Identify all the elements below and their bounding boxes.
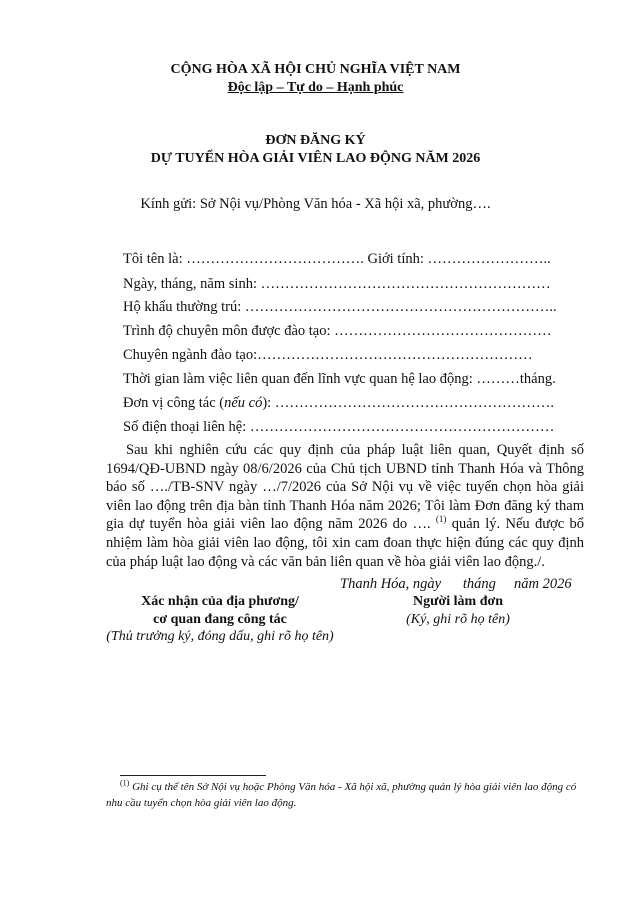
body-text-end: quản lý. Nếu được bổ nhiệm làm hòa giải viên lao động, tôi xin cam đoan thực hiện đúng các quy định của pháp luật lao động và các văn bản liên quan về hòa giải viên lao động./. <box>106 516 584 570</box>
date-line: Thanh Hóa, ngày tháng năm 2026 <box>340 576 572 592</box>
workplace-label: Đơn vị công tác ( <box>123 395 225 411</box>
footnote <box>106 780 584 811</box>
applicant-block <box>372 593 544 628</box>
confirmation-title-line1: Xác nhận của địa phương/ <box>141 594 299 609</box>
footnote-divider <box>120 775 266 776</box>
field-residence: Hộ khẩu thường trú: ……………………………………………………….. <box>123 299 557 315</box>
workplace-dots: ): …………………………………………………. <box>262 395 554 411</box>
applicant-title: Người làm đơn <box>412 594 504 609</box>
confirmation-note: (Thủ trưởng ký, đóng dấu, ghi rõ họ tên) <box>106 629 334 644</box>
form-subtitle: DỰ TUYỂN HÒA GIẢI VIÊN LAO ĐỘNG NĂM 2026 <box>150 151 481 166</box>
field-phone: Số điện thoại liên hệ: ……………………………………………………… <box>123 419 555 435</box>
body-text-main: Sau khi nghiên cứu các quy định của pháp luật liên quan, Quyết định số 1694/QĐ-UBND ngày 08/6/2026 của Chủ tịch UBND tỉnh Thanh Hóa và Thông báo số …./TB-SNV ngày …/7/2026 của Sở Nội vụ về việc tuyển chọn hòa giải viên lao động trên địa bàn tỉnh Thanh Hóa năm 2026; Tôi làm Đơn đăng ký tham gia dự tuyển hòa giải viên lao động năm 2026 do …. <box>106 442 584 533</box>
confirmation-block <box>76 593 364 646</box>
national-motto: Độc lập – Tự do – Hạnh phúc <box>227 80 404 95</box>
body-paragraph <box>106 441 584 571</box>
footnote-reference: (1) <box>435 514 447 525</box>
country-heading: CỘNG HÒA XÃ HỘI CHỦ NGHĨA VIỆT NAM <box>170 62 461 77</box>
field-name: Tôi tên là: ………………………………. Giới tính: …………………….. <box>123 251 551 267</box>
field-experience: Thời gian làm việc liên quan đến lĩnh vực quan hệ lao động: ………tháng. <box>123 371 556 387</box>
field-date-of-birth: Ngày, tháng, năm sinh: …………………………………………………… <box>123 276 551 292</box>
workplace-optional-note: nếu có <box>224 395 263 411</box>
field-major: Chuyên ngành đào tạo:………………………………………………… <box>123 347 533 363</box>
footnote-marker: (1) <box>120 778 130 788</box>
field-workplace <box>123 394 554 412</box>
applicant-note: (Ký, ghi rõ họ tên) <box>406 611 510 627</box>
confirmation-title-line2: cơ quan đang công tác <box>153 611 287 627</box>
footnote-text: Ghi cụ thể tên Sở Nội vụ hoặc Phòng Văn hóa - Xã hội xã, phường quản lý hòa giải viên lao động có nhu cầu tuyển chọn hòa giải viên lao động. <box>106 781 577 809</box>
recipient-line: Kính gửi: Sở Nội vụ/Phòng Văn hóa - Xã hội xã, phường…. <box>140 196 491 212</box>
field-education: Trình độ chuyên môn được đào tạo: ……………………………………… <box>123 323 552 339</box>
form-title: ĐƠN ĐĂNG KÝ <box>265 133 366 148</box>
